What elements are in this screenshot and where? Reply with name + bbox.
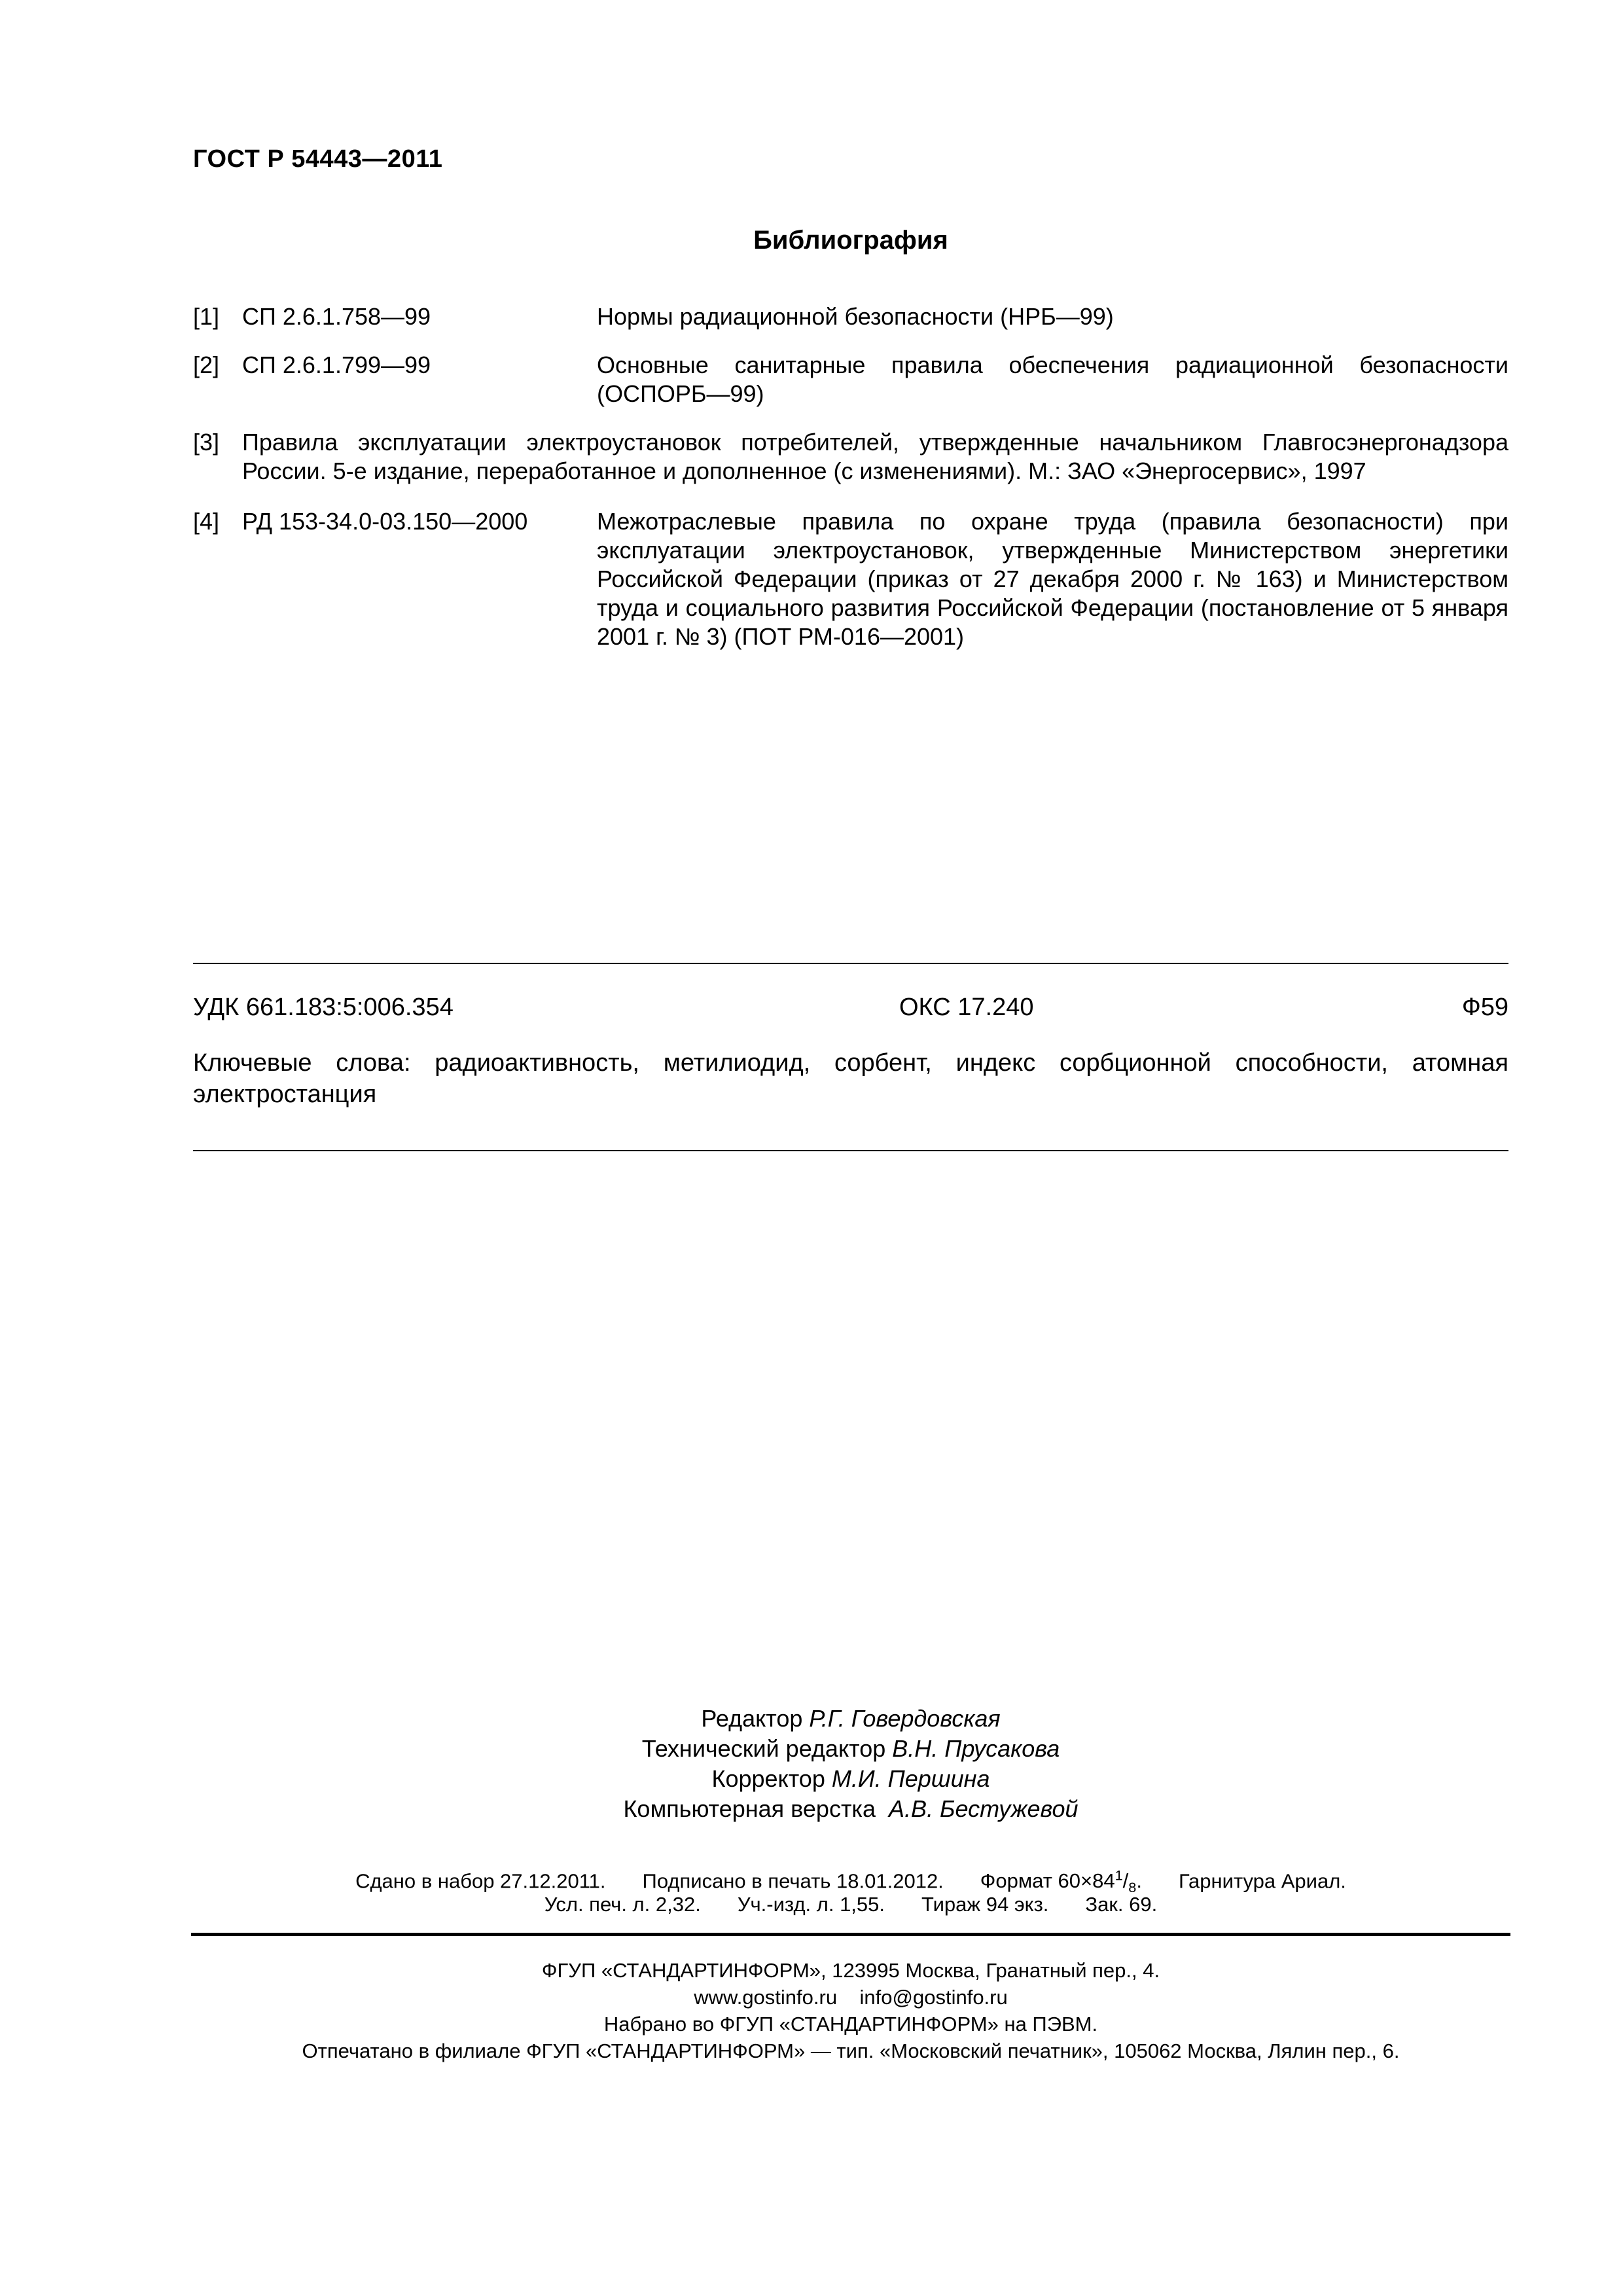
reference-text: Межотраслевые правила по охране труда (правила безопасности) при эксплуатации электроустановок, утвержденные Министерством энергетики Российской Федерации (приказ от 27 декабря 2000 г. № 163) и Министерством труда и социального развития Российской Федерации (постановление от 5 января 2001 г. № 3) (ПОТ РМ-016—2001): [597, 508, 1508, 650]
reference-number: [4]: [193, 508, 220, 535]
reference-code: СП 2.6.1.799—99: [242, 351, 431, 378]
keywords: Ключевые слова: радиоактивность, метилиодид, сорбент, индекс сорбционной способности, атомная электростанция: [193, 1049, 1508, 1108]
divider-line: [193, 1150, 1508, 1151]
reference-number: [3]: [193, 429, 220, 456]
credit-name: М.И. Першина: [831, 1765, 990, 1792]
publisher-sheets: Уч.-изд. л. 1,55.: [737, 1893, 885, 1916]
credit-name: В.Н. Прусакова: [892, 1735, 1060, 1762]
divider-line-thick: [191, 1933, 1510, 1936]
publisher-contacts: [0, 1984, 1623, 2011]
divider-line: [193, 963, 1508, 964]
typeface: Гарнитура Ариал.: [1178, 1869, 1346, 1893]
typeset-note: Набрано во ФГУП «СТАНДАРТИНФОРМ» на ПЭВМ.: [603, 2013, 1098, 2036]
reference-number: [1]: [193, 303, 220, 330]
print-format: Формат $60\times 84^1/_8$.: [980, 1867, 1142, 1896]
publication-line-2: [0, 1892, 1623, 1918]
credit-label: Компьютерная верстка: [623, 1795, 876, 1822]
credit-label: Редактор: [701, 1705, 803, 1732]
credit-name: А.В. Бестужевой: [889, 1795, 1079, 1822]
credit-corrector: [0, 1764, 1623, 1794]
reference-code: РД 153-34.0-03.150—2000: [242, 508, 528, 535]
order-number: Зак. 69.: [1085, 1893, 1158, 1916]
oks-code: ОКС 17.240: [899, 994, 1034, 1021]
email-link[interactable]: info@gostinfo.ru: [859, 1986, 1008, 2009]
credit-layout: [0, 1794, 1623, 1824]
credit-editor: [0, 1704, 1623, 1734]
reference-number: [2]: [193, 351, 220, 378]
reference-code: СП 2.6.1.758—99: [242, 303, 431, 330]
circulation: Тираж 94 экз.: [921, 1893, 1049, 1916]
bibliography-title: Библиография: [753, 226, 948, 255]
reference-text: Правила эксплуатации электроустановок потребителей, утвержденные начальником Главгосэнергонадзора России. 5-е издание, переработанное и дополненное (с изменениями). М.: ЗАО «Энергосервис», 1997: [242, 429, 1508, 484]
reference-text: Основные санитарные правила обеспечения радиационной безопасности (ОСПОРБ—99): [597, 351, 1508, 407]
credit-label: Корректор: [711, 1765, 825, 1792]
document-code: ГОСТ Р 54443—2011: [193, 145, 443, 173]
credit-label: Технический редактор: [641, 1735, 886, 1762]
printed-note: Отпечатано в филиале ФГУП «СТАНДАРТИНФОРМ» — тип. «Московский печатник», 105062 Москва, Лялин пер., 6.: [302, 2039, 1400, 2062]
publisher-address: ФГУП «СТАНДАРТИНФОРМ», 123995 Москва, Гранатный пер., 4.: [541, 1959, 1160, 1982]
submitted-date: Сдано в набор 27.12.2011.: [355, 1869, 606, 1893]
signed-date: Подписано в печать 18.01.2012.: [642, 1869, 944, 1893]
credit-tech-editor: [0, 1734, 1623, 1764]
print-sheets: Усл. печ. л. 2,32.: [544, 1893, 701, 1916]
classifier-code: Ф59: [1461, 994, 1508, 1021]
udk-code: УДК 661.183:5:006.354: [193, 994, 454, 1021]
reference-text: Нормы радиационной безопасности (НРБ—99): [597, 303, 1114, 330]
website-link[interactable]: www.gostinfo.ru: [694, 1986, 838, 2009]
credit-name: Р.Г. Говердовская: [809, 1705, 1001, 1732]
